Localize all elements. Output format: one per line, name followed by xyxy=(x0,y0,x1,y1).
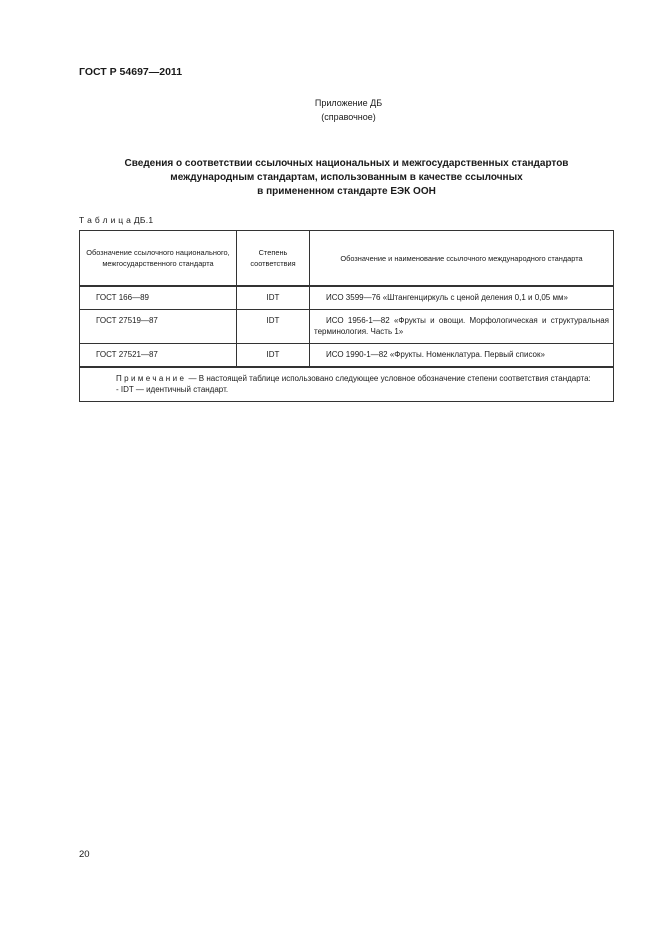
note-text: — В настоящей таблице использовано следующее условное обозначение степени соответствия стандарта: xyxy=(188,374,591,383)
table-row xyxy=(80,286,614,310)
annex-heading xyxy=(0,96,661,124)
annex-title: Приложение ДБ xyxy=(314,98,383,108)
international-standard-cell: ИСО 1990-1—82 «Фрукты. Номенклатура. Первый список» xyxy=(310,344,614,368)
international-standard-cell: ИСО 3599—76 «Штангенциркуль с ценой деления 0,1 и 0,05 мм» xyxy=(310,286,614,310)
header-national-standard: Обозначение ссылочного национального, межгосударственного стандарта xyxy=(80,231,237,287)
annex-subtitle: (справочное) xyxy=(321,112,376,122)
degree-cell: IDT xyxy=(237,310,310,344)
table-note-row xyxy=(80,367,614,402)
national-standard-cell: ГОСТ 27521—87 xyxy=(80,344,237,368)
note-label: Примечание xyxy=(116,374,187,383)
section-title-line: международным стандартам, использованным в качестве ссылочных xyxy=(170,172,523,183)
section-title-line: Сведения о соответствии ссылочных национальных и межгосударственных стандартов xyxy=(124,158,569,169)
table-header-row xyxy=(80,231,614,287)
table-note xyxy=(80,367,614,402)
international-standard-cell: ИСО 1956-1—82 «Фрукты и овощи. Морфологическая и структуральная терминология. Часть 1» xyxy=(310,310,614,344)
header-international-standard: Обозначение и наименование ссылочного международного стандарта xyxy=(310,231,614,287)
note-item: - IDT — идентичный стандарт. xyxy=(116,385,229,394)
reference-standards-table xyxy=(79,230,614,402)
section-title-line: в примененном стандарте ЕЭК ООН xyxy=(257,186,436,197)
national-standard-cell: ГОСТ 27519—87 xyxy=(80,310,237,344)
section-title xyxy=(79,157,614,199)
table-caption: Т а б л и ц а ДБ.1 xyxy=(79,215,154,225)
degree-cell: IDT xyxy=(237,286,310,310)
document-code: ГОСТ Р 54697—2011 xyxy=(79,66,183,78)
degree-cell: IDT xyxy=(237,344,310,368)
national-standard-cell: ГОСТ 166—89 xyxy=(80,286,237,310)
header-degree: Степень соответствия xyxy=(237,231,310,287)
table-row xyxy=(80,310,614,344)
table-row xyxy=(80,344,614,368)
page-number: 20 xyxy=(79,849,90,860)
